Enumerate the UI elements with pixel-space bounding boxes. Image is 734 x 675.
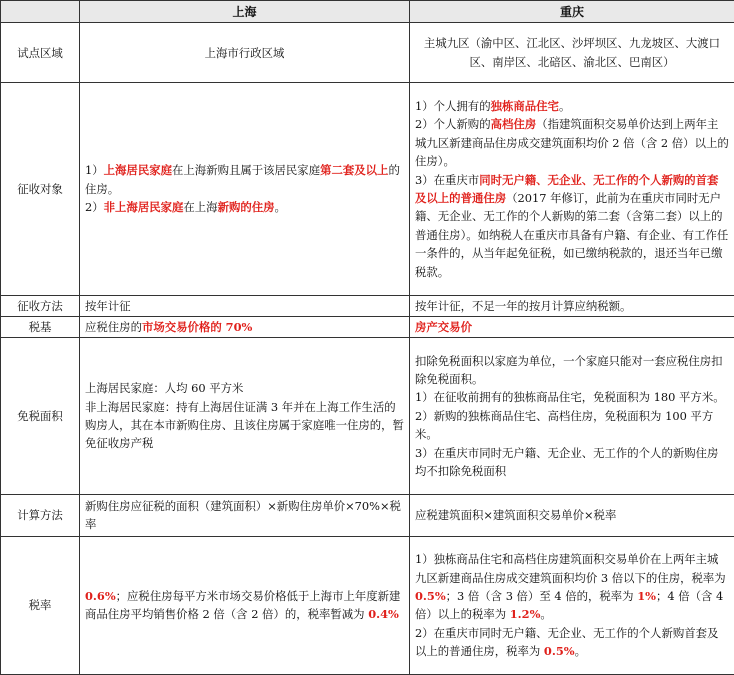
chongqing-target-item-3: 3）在重庆市同时无户籍、无企业、无工作的个人新购的首套及以上的普通住房（2017 年修订，此前为在重庆市同时无户籍、无企业、无工作的个人新购的第二套（含第二套）以上的普通住房）。如纳税人在重庆市具备有户籍、有企业、有工作任一条件的，从当年起免征税，如已缴纳税款的，退还当年已缴税款。 bbox=[415, 171, 729, 281]
row-label: 试点区域 bbox=[1, 23, 80, 83]
chongqing-exempt-line-2: 1）在征收前拥有的独栋商品住宅，免税面积为 180 平方米。 bbox=[415, 388, 729, 406]
shanghai-cell: 新购住房应征税的面积（建筑面积）×新购住房单价×70%×税率 bbox=[80, 495, 410, 537]
shanghai-cell bbox=[80, 83, 410, 296]
row-label: 税基 bbox=[1, 317, 80, 338]
row-tax-target bbox=[1, 83, 734, 296]
row-tax-base bbox=[1, 317, 734, 338]
chongqing-target-item-1: 1）个人拥有的独栋商品住宅。 bbox=[415, 97, 729, 115]
shanghai-cell: 按年计征 bbox=[80, 296, 410, 317]
chongqing-cell bbox=[410, 536, 734, 674]
row-label: 免税面积 bbox=[1, 338, 80, 495]
row-label: 计算方法 bbox=[1, 495, 80, 537]
chongqing-exempt-line-4: 3）在重庆市同时无户籍、无企业、无工作的个人的新购住房均不扣除免税面积 bbox=[415, 444, 729, 481]
shanghai-exempt-line-2: 非上海居民家庭：持有上海居住证满 3 年并在上海工作生活的购房人，其在本市新购住房、且该住房属于家庭唯一住房的，暂免征收房产税 bbox=[85, 398, 404, 453]
chongqing-rate-item-1: 1）独栋商品住宅和高档住房建筑面积交易单价在上两年主城九区新建商品住房成交建筑面积均价 3 倍以下的住房，税率为 0.5%；3 倍（含 3 倍）至 4 倍的，税率为 1%；4 倍（含 4 倍）以上的税率为 1.2%。 bbox=[415, 550, 729, 624]
header-empty-cell bbox=[1, 1, 80, 23]
chongqing-target-item-2: 2）个人新购的高档住房（指建筑面积交易单价达到上两年主城九区新建商品住房成交建筑面积均价 2 倍（含 2 倍）以上的住房）。 bbox=[415, 115, 729, 170]
shanghai-exempt-line-1: 上海居民家庭：人均 60 平方米 bbox=[85, 379, 404, 397]
chongqing-exempt-line-1: 扣除免税面积以家庭为单位，一个家庭只能对一套应税住房扣除免税面积。 bbox=[415, 352, 729, 389]
row-label: 征收对象 bbox=[1, 83, 80, 296]
chongqing-exempt-line-3: 2）新购的独栋商品住宅、高档住房，免税面积为 100 平方米。 bbox=[415, 407, 729, 444]
row-exempt-area bbox=[1, 338, 734, 495]
row-label: 税率 bbox=[1, 536, 80, 674]
chongqing-cell: 按年计征，不足一年的按月计算应纳税额。 bbox=[410, 296, 734, 317]
row-pilot-area bbox=[1, 23, 734, 83]
row-tax-rate bbox=[1, 536, 734, 674]
chongqing-cell bbox=[410, 338, 734, 495]
chongqing-cell: 主城九区（渝中区、江北区、沙坪坝区、九龙坡区、大渡口区、南岸区、北碚区、渝北区、巴南区） bbox=[410, 23, 734, 83]
shanghai-cell: 上海市行政区域 bbox=[80, 23, 410, 83]
shanghai-cell bbox=[80, 338, 410, 495]
shanghai-cell: 0.6%；应税住房每平方米市场交易价格低于上海市上年度新建商品住房平均销售价格 2 倍（含 2 倍）的，税率暂减为 0.4% bbox=[80, 536, 410, 674]
header-row bbox=[1, 1, 734, 23]
header-shanghai: 上海 bbox=[80, 1, 410, 23]
shanghai-cell: 应税住房的市场交易价格的 70% bbox=[80, 317, 410, 338]
row-calc-method bbox=[1, 495, 734, 537]
chongqing-rate-item-2: 2）在重庆市同时无户籍、无企业、无工作的个人新购首套及以上的普通住房，税率为 0.5%。 bbox=[415, 624, 729, 661]
chongqing-cell: 应税建筑面积×建筑面积交易单价×税率 bbox=[410, 495, 734, 537]
row-tax-method bbox=[1, 296, 734, 317]
row-label: 征收方法 bbox=[1, 296, 80, 317]
chongqing-cell bbox=[410, 83, 734, 296]
shanghai-target-item-2: 2）非上海居民家庭在上海新购的住房。 bbox=[85, 198, 404, 216]
shanghai-target-item-1: 1）上海居民家庭在上海新购且属于该居民家庭第二套及以上的住房。 bbox=[85, 161, 404, 198]
chongqing-cell: 房产交易价 bbox=[410, 317, 734, 338]
header-chongqing: 重庆 bbox=[410, 1, 734, 23]
